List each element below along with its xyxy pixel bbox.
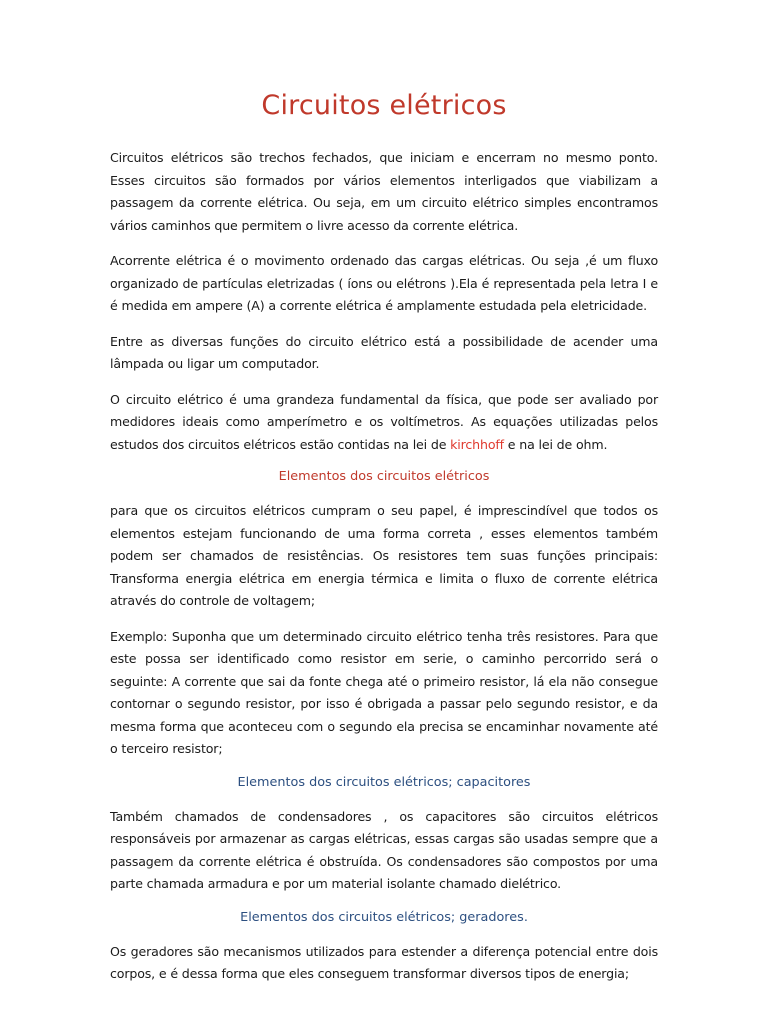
paragraph-capacitors: Também chamados de condensadores , os capacitores são circuitos elétricos responsáveis por armazenar as cargas elétricas, essas cargas são usadas sempre que a passagem da corrente elétrica é obstruída. Os condensadores são compostos por uma parte chamada armadura e por um material isolante chamado dielétrico. xyxy=(110,808,658,891)
paragraph-laws-text-before: O circuito elétrico é uma grandeza fundamental da física, que pode ser avaliado por medidores ideais como amperímetro e os voltímetros. As equações utilizadas pelos estudos dos circuitos elétricos estão contidas na lei de xyxy=(110,391,658,452)
document-title: Circuitos elétricos xyxy=(261,90,507,121)
paragraph-resistors: para que os circuitos elétricos cumpram o seu papel, é imprescindível que todos os elementos estejam funcionando de uma forma correta , esses elementos também podem ser chamados de resistências. Os resistores tem suas funções principais: Transforma energia elétrica em energia térmica e limita o fluxo de corrente elétrica através do controle de voltagem; xyxy=(110,503,658,608)
paragraph-example: Exemplo: Suponha que um determinado circuito elétrico tenha três resistores. Para que este possa ser identificado como resistor em serie, o caminho percorrido será o seguinte: A corrente que sai da fonte chega até o primeiro resistor, lá ela não consegue contornar o segundo resistor, por isso é obrigada a passar pelo segundo resistor, e da mesma forma que aconteceu com o segundo ela precisa se encaminhar novamente até o terceiro resistor; xyxy=(110,628,658,756)
kirchhoff-link[interactable]: kirchhoff xyxy=(450,436,504,452)
heading-generators: Elementos dos circuitos elétricos; geradores. xyxy=(240,909,528,925)
paragraph-functions: Entre as diversas funções do circuito elétrico está a possibilidade de acender uma lâmpada ou ligar um computador. xyxy=(110,333,658,371)
paragraph-intro: Circuitos elétricos são trechos fechados, que iniciam e encerram no mesmo ponto. Esses circuitos são formados por vários elementos interligados que viabilizam a passagem da corrente elétrica. Ou seja, em um circuito elétrico simples encontramos vários caminhos que permitem o livre acesso da corrente elétrica. xyxy=(110,150,658,233)
heading-capacitors: Elementos dos circuitos elétricos; capacitores xyxy=(237,774,531,790)
heading-elements: Elementos dos circuitos elétricos xyxy=(278,469,490,484)
paragraph-current: Acorrente elétrica é o movimento ordenado das cargas elétricas. Ou seja ,é um fluxo organizado de partículas eletrizadas ( íons ou elétrons ).Ela é representada pela letra I e é medida em ampere (A) a corrente elétrica é amplamente estudada pela eletricidade. xyxy=(110,253,658,313)
paragraph-generators: Os geradores são mecanismos utilizados para estender a diferença potencial entre dois corpos, e é dessa forma que eles conseguem transformar diversos tipos de energia; xyxy=(110,943,658,981)
paragraph-laws-text-after: e na lei de ohm. xyxy=(503,436,608,452)
paragraph-laws xyxy=(110,389,658,457)
